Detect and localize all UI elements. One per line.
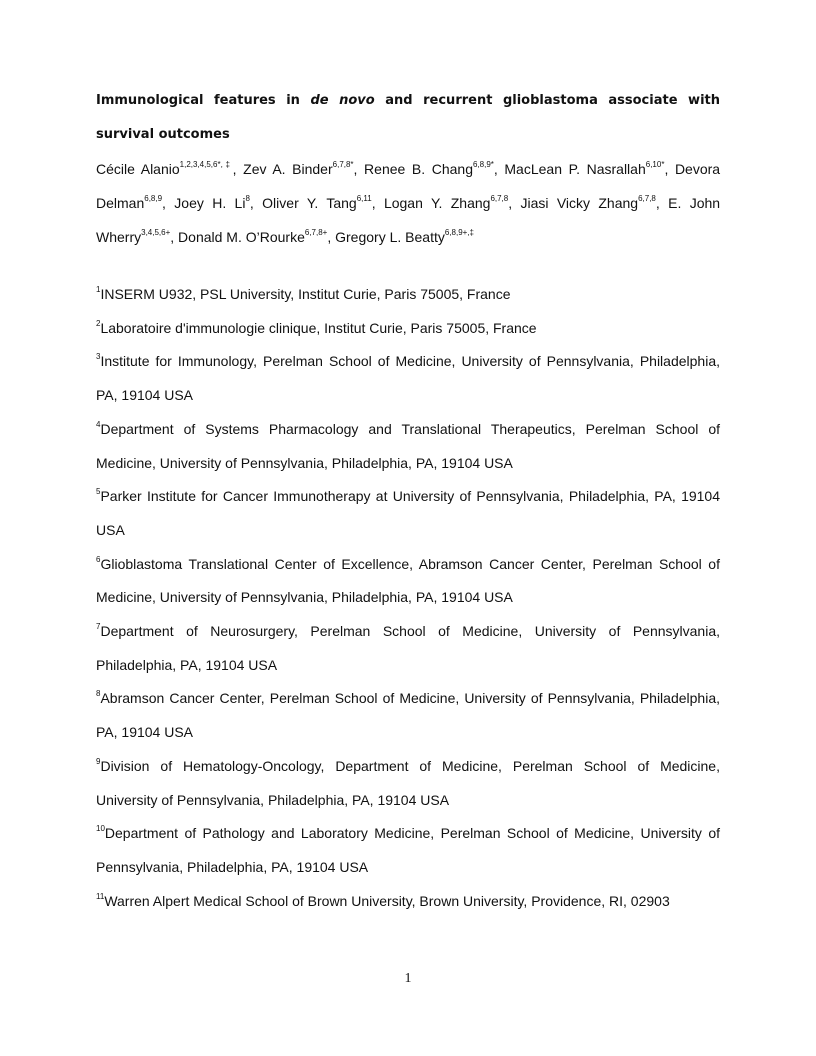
affiliation-text: Institute for Immunology, Perelman School of Medicine, University of Pennsylvania, Philadelphia, PA, 19104 USA	[96, 353, 720, 404]
author	[384, 195, 521, 211]
author-name: Donald M. O’Rourke	[178, 229, 305, 245]
affiliation-number: 7	[96, 622, 101, 632]
author-separator: ,	[353, 161, 365, 177]
affiliation-text: INSERM U932, PSL University, Institut Curie, Paris 75005, France	[100, 286, 511, 302]
author-affiliation-marks: 1,2,3,4,5,6*,‡	[179, 160, 233, 169]
author-name: Joey H. Li	[174, 195, 246, 211]
affiliation-number: 10	[96, 824, 105, 834]
author-name: Renee B. Chang	[364, 161, 473, 177]
affiliation-item	[96, 413, 720, 480]
author-affiliation-marks: 3,4,5,6+	[141, 228, 171, 237]
author-name: Jiasi Vicky Zhang	[520, 195, 639, 211]
author-name: Zev A. Binder	[243, 161, 333, 177]
author-list	[96, 152, 720, 254]
affiliation-number: 1	[96, 285, 101, 294]
author-affiliation-marks: 6,8,9+,‡	[444, 228, 474, 237]
author-name: E. John Wherry	[96, 195, 721, 245]
affiliation-item	[96, 817, 720, 884]
author-affiliation-marks: 8	[245, 194, 250, 203]
author-separator: ,	[249, 195, 263, 211]
affiliation-text: Warren Alpert Medical School of Brown University, Brown University, Providence, RI, 02903	[104, 892, 670, 909]
page-body	[96, 84, 720, 918]
author-affiliation-marks: 6,10*	[645, 160, 665, 169]
affiliation-text: Department of Systems Pharmacology and Translational Therapeutics, Perelman School of Medicine, University of Pennsylvania, Philadelphia, PA, 19104 USA	[96, 420, 720, 471]
author	[178, 229, 335, 245]
title-italic: de novo	[310, 93, 375, 108]
author	[504, 161, 675, 177]
affiliation-text: Department of Pathology and Laboratory Medicine, Perelman School of Medicine, University of Pennsylvania, Philadelphia, PA, 19104 USA	[96, 825, 720, 875]
author-affiliation-marks: 6,7,8+	[304, 228, 328, 237]
affiliation-text: Laboratoire d'immunologie clinique, Institut Curie, Paris 75005, France	[100, 319, 537, 336]
affiliation-item	[96, 885, 720, 919]
title-part-2: and recurrent glioblastoma associate with survival outcomes	[96, 93, 720, 142]
affiliation-number: 8	[96, 689, 101, 699]
page-number: 1	[404, 971, 412, 986]
author-separator: ,	[232, 161, 244, 177]
author-separator: ,	[170, 229, 179, 245]
author-name: MacLean P. Nasrallah	[504, 161, 646, 177]
author-affiliation-marks: 6,7,8	[490, 194, 509, 203]
affiliation-item	[96, 750, 720, 817]
affiliation-item	[96, 480, 720, 547]
author	[520, 195, 668, 211]
author-name: Cécile Alanio	[96, 161, 180, 177]
author-name: Logan Y. Zhang	[383, 195, 491, 211]
affiliation-number: 3	[96, 352, 101, 362]
author-name: Gregory L. Beatty	[335, 229, 445, 245]
author-affiliation-marks: 6,8,9*	[472, 160, 494, 169]
author	[364, 161, 504, 177]
affiliation-number: 5	[96, 487, 101, 497]
author-affiliation-marks: 6,8,9	[144, 194, 163, 203]
affiliation-text: Division of Hematology-Oncology, Department of Medicine, Perelman School of Medicine, University of Pennsylvania, Philadelphia, PA, 19104 USA	[96, 757, 720, 808]
author-affiliation-marks: 6,11	[356, 194, 372, 203]
affiliation-number: 9	[96, 756, 101, 766]
author-affiliation-marks: 6,7,8	[638, 194, 656, 203]
author	[96, 161, 243, 177]
author-name: Oliver Y. Tang	[262, 195, 357, 211]
author-separator: ,	[493, 161, 505, 177]
affiliation-number: 2	[96, 318, 101, 328]
author-separator: ,	[327, 229, 336, 245]
affiliation-text: Department of Neurosurgery, Perelman School of Medicine, University of Pennsylvania, Philadelphia, PA, 19104 USA	[96, 623, 720, 673]
paper-title	[96, 84, 720, 152]
author	[262, 195, 384, 211]
author	[335, 229, 474, 245]
author-name: Devora Delman	[96, 161, 721, 211]
author-affiliation-marks: 6,7,8*	[332, 160, 354, 169]
author	[243, 161, 364, 177]
affiliation-item	[96, 615, 720, 682]
affiliation-item	[96, 548, 720, 615]
author-separator: ,	[508, 195, 521, 211]
author-separator: ,	[664, 161, 675, 177]
affiliation-text: Parker Institute for Cancer Immunotherapy at University of Pennsylvania, Philadelphia, PA, 19104 USA	[96, 488, 720, 538]
affiliation-item	[96, 312, 720, 346]
affiliation-number: 6	[96, 554, 101, 564]
title-part-1: Immunological features in	[96, 93, 311, 108]
affiliation-item	[96, 682, 720, 749]
author-separator: ,	[655, 195, 669, 211]
affiliation-item	[96, 345, 720, 412]
affiliation-list	[96, 278, 720, 918]
affiliation-item	[96, 278, 720, 312]
affiliation-number: 11	[96, 891, 105, 901]
affiliation-text: Glioblastoma Translational Center of Excellence, Abramson Cancer Center, Perelman School of Medicine, University of Pennsylvania, Philadelphia, PA, 19104 USA	[96, 555, 720, 606]
affiliation-number: 4	[96, 419, 101, 429]
affiliation-text: Abramson Cancer Center, Perelman School of Medicine, University of Pennsylvania, Philadelphia, PA, 19104 USA	[96, 690, 720, 741]
author-separator: ,	[162, 195, 175, 211]
author-separator: ,	[371, 195, 384, 211]
author	[174, 195, 262, 211]
